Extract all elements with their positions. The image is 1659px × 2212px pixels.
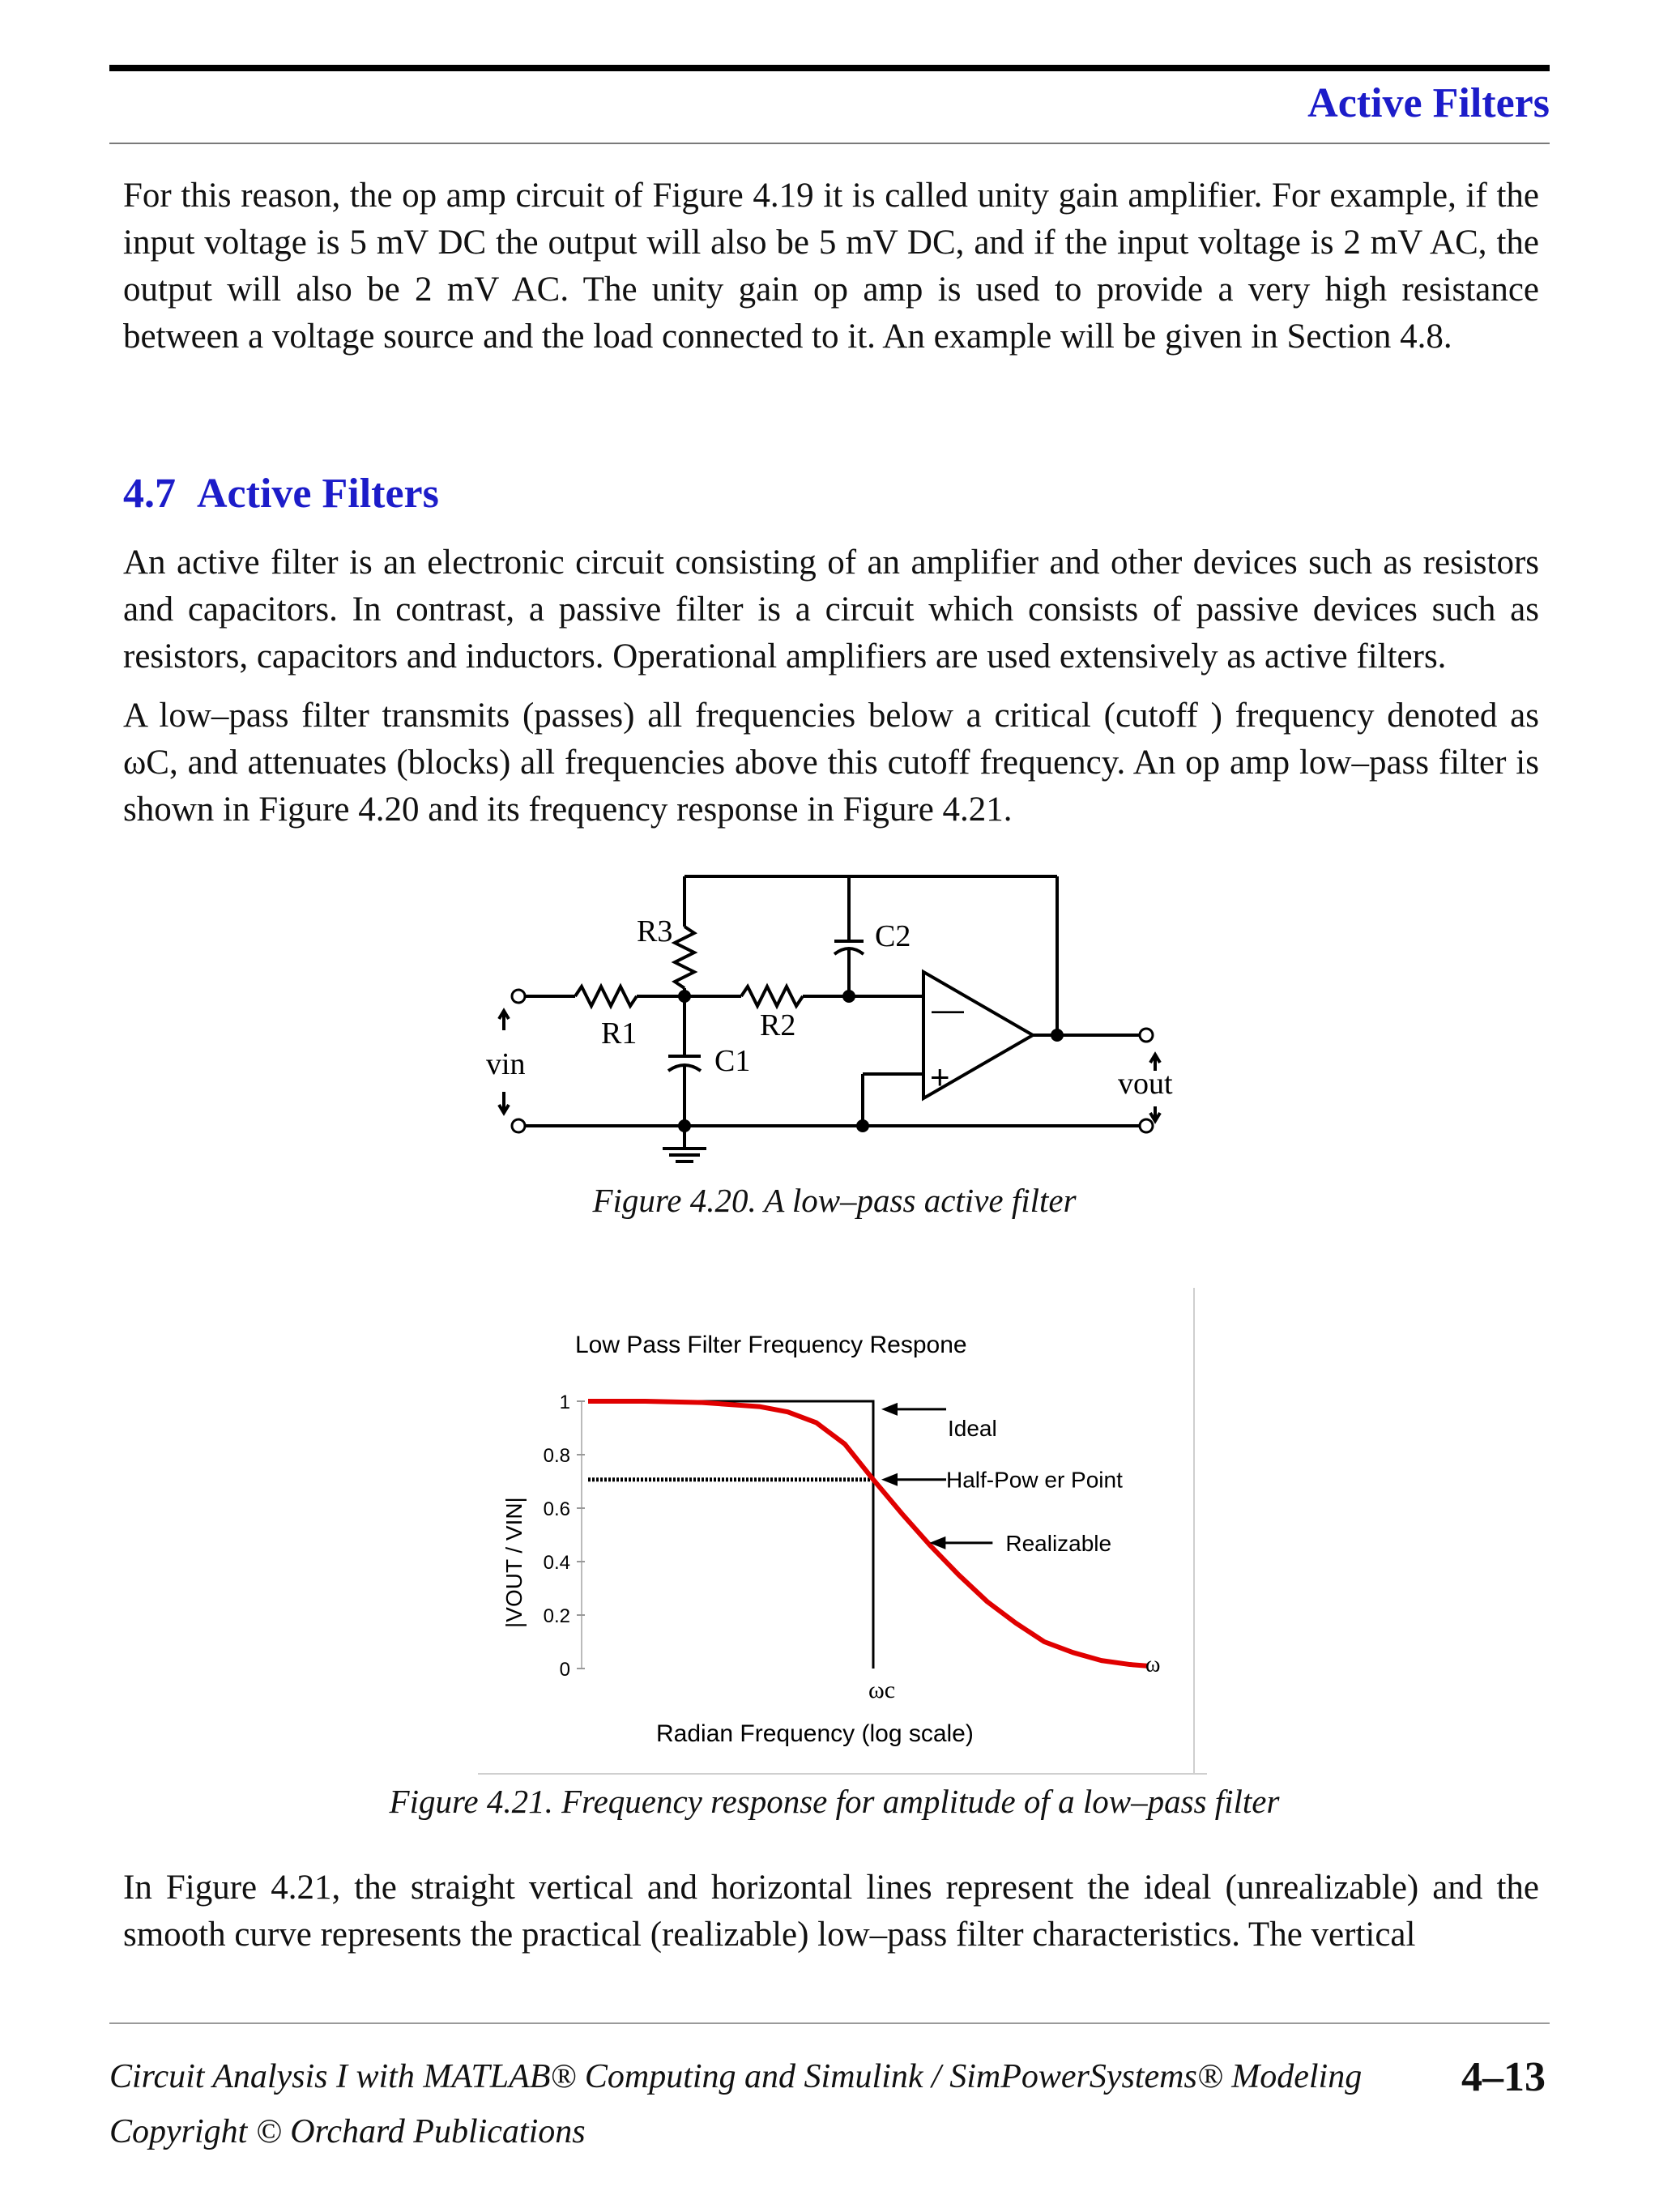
chart-x-label: Radian Frequency (log scale) — [656, 1720, 974, 1747]
chart-title: Low Pass Filter Frequency Respone — [575, 1332, 967, 1358]
y-tick-label: 0.2 — [543, 1605, 570, 1627]
running-header: Active Filters — [1307, 80, 1550, 126]
chart-y-label: |VOUT / VIN| — [501, 1497, 527, 1628]
figure-4-21-caption: Figure 4.21. Frequency response for amplitude of a low–pass filter — [389, 1783, 1280, 1820]
section-title: Active Filters — [197, 471, 439, 517]
y-tick-label: 1 — [559, 1392, 570, 1413]
page-number: 4–13 — [1461, 2054, 1546, 2100]
opamp-minus-label: — — [932, 992, 964, 1028]
low-pass-filter-schematic — [454, 859, 1215, 1183]
figure-4-20-caption: Figure 4.20. A low–pass active filter — [592, 1182, 1077, 1219]
c2-label: C2 — [875, 919, 911, 953]
vout-label: vout — [1118, 1067, 1173, 1101]
c1-label: C1 — [714, 1044, 751, 1078]
header-divider — [109, 143, 1550, 144]
y-tick-label: 0.8 — [543, 1445, 570, 1467]
annotation-half-power-arrow-head — [881, 1473, 898, 1486]
section-heading — [123, 470, 439, 518]
y-tick-label: 0 — [559, 1659, 570, 1681]
footer-divider — [109, 2022, 1550, 2024]
frequency-response-chart — [478, 1288, 1207, 1782]
annotation-half-power-label: Half-Pow er Point — [946, 1467, 1123, 1493]
paragraph-3: A low–pass filter transmits (passes) all frequencies below a critical (cutoff ) frequency denoted as ωC, and attenuates (blocks) all frequencies above this cutoff frequency. An op amp low–pass filter is shown in Figure 4.20 and its frequency response in Figure 4.21. — [123, 697, 1539, 829]
r1-label: R1 — [601, 1016, 638, 1051]
y-tick-label: 0.6 — [543, 1498, 570, 1520]
vin-label: vin — [486, 1047, 526, 1081]
r3-label: R3 — [637, 914, 673, 948]
paragraph-4: In Figure 4.21, the straight vertical and horizontal lines represent the ideal (unrealizable) and the smooth curve represents the practical (realizable) low–pass filter characteristics. The vertical — [123, 1869, 1539, 1954]
annotation-ideal-label: Ideal — [948, 1415, 997, 1441]
footer-book-title: Circuit Analysis I with MATLAB® Computing and Simulink / SimPowerSystems® Modeling — [109, 2058, 1363, 2095]
series-ideal-line — [588, 1401, 873, 1669]
header-rule — [109, 65, 1550, 71]
opamp-plus-label: + — [930, 1058, 950, 1096]
footer-copyright: Copyright © Orchard Publications — [109, 2113, 586, 2150]
omega-end-label: ω — [1145, 1652, 1161, 1677]
y-tick-label: 0.4 — [543, 1552, 570, 1574]
annotation-realizable-label: Realizable — [1005, 1530, 1112, 1556]
r2-label: R2 — [760, 1008, 796, 1042]
annotation-ideal-arrow-head — [881, 1403, 898, 1416]
section-number: 4.7 — [123, 471, 176, 517]
paragraph-1: For this reason, the op amp circuit of Figure 4.19 it is called unity gain amplifier. For example, if the input voltage is 5 mV DC the output will also be 5 mV DC, and if the input voltage is 2 mV AC, the output will also be 2 mV AC. The unity gain op amp is used to provide a very high resistance between a voltage source and the load connected to it. An example will be given in Section 4.8. — [123, 177, 1539, 356]
wc-marker-label: ωc — [868, 1677, 896, 1703]
paragraph-2: An active filter is an electronic circuit consisting of an amplifier and other devices such as resistors and capacitors. In contrast, a passive filter is a circuit which consists of passive devices such as resistors, capacitors and inductors. Operational amplifiers are used extensively as active filters. — [123, 543, 1539, 676]
